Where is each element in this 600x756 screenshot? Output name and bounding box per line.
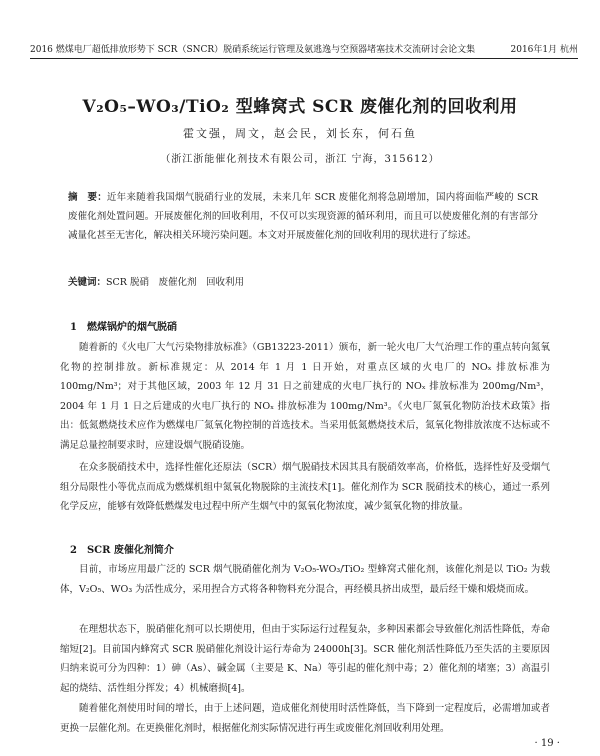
page-number: · 19 ·: [534, 738, 560, 749]
running-header-left: 2016 燃煤电厂超低排放形势下 SCR（SNCR）脱硝系统运行管理及氨逃逸与空预器堵塞技术交流研讨会论文集: [30, 45, 476, 55]
keywords-label: 关键词：: [68, 277, 107, 288]
paper-title: V₂O₅–WO₃/TiO₂ 型蜂窝式 SCR 废催化剂的回收利用: [82, 97, 518, 117]
paragraph: 目前，市场应用最广泛的 SCR 烟气脱硝催化剂为 V₂O₅-WO₃/TiO₂ 型蜂窝式催化剂，该催化剂是以 TiO₂ 为载体，V₂O₅、WO₃ 为活性成分，采用捏合方式将各种物料充分混合，再经模具挤出成型，最后经干燥和煅烧而成。: [60, 564, 550, 595]
keywords-text: SCR 脱硝 废催化剂 回收利用: [106, 277, 244, 288]
running-header-right: 2016年1月 杭州: [510, 45, 578, 55]
section-heading-1: 1 燃煤锅炉的烟气脱硝: [70, 322, 177, 333]
paragraph: 随着催化剂使用时间的增长，由于上述问题，造成催化剂使用时活性降低，当下降到一定程度后，必需增加或者更换一层催化剂。在更换催化剂时，根据催化剂实际情况进行再生或废催化剂回收利用处理。: [60, 703, 550, 734]
abstract-text: 近年来随着我国烟气脱硝行业的发展，未来几年 SCR 废催化剂将急剧增加，国内将面临严峻的 SCR 废催化剂处置问题。开展废催化剂的回收利用，不仅可以实现资源的循环利用，而且可以使废催化剂的有害部分减量化甚至无害化，解决相关环境污染问题。本文对开展废催化剂的回收利用的现状进行了综述。: [68, 192, 538, 241]
author-list: 霍文强，周文，赵会民，刘长东，何石鱼: [183, 127, 417, 140]
paragraph: 在众多脱硝技术中，选择性催化还原法（SCR）烟气脱硝技术因其具有脱硝效率高，价格低，选择性好及受烟气组分局限性小等优点而成为燃煤机组中氮氧化物脱除的主流技术[1]。催化剂作为 SCR 脱硝技术的核心，通过一系列化学反应，能够有效降低燃煤发电过程中所产生烟气中的氮氧化物浓度，减少氮氧化物的排放量。: [60, 462, 550, 512]
running-header: [30, 42, 578, 59]
affiliation: （浙江浙能催化剂技术有限公司，浙江 宁海，315612）: [160, 154, 440, 165]
paragraph: 随着新的《火电厂大气污染物排放标准》（GB13223-2011）颁布，新一轮火电厂大气治理工作的重点转向氮氧化物的控制排放。新标准规定：从 2014 年 1 月 1 日开始，对重点区域的火电厂的 NOₓ 排放标准为 100mg/Nm³；对于其他区域，2003 年 12 月 31 日之前建成的火电厂执行的 NOₓ 排放标准为 200mg/Nm³，2004 年 1 月 1 日之后建成的火电厂执行的 NOₓ 排放标准为 100mg/Nm³。《火电厂氮氧化物防治技术政策》指出：低氮燃烧技术应作为燃煤电厂氮氧化物控制的首选技术。当采用低氮燃烧技术后，氮氧化物排放浓度不达标或不满足总量控制要求时，应建设烟气脱硝设施。: [60, 342, 550, 451]
section-heading-2: 2 SCR 废催化剂简介: [70, 545, 174, 556]
abstract: [68, 188, 538, 245]
abstract-label: 摘 要：: [68, 192, 107, 203]
paragraph: 在理想状态下，脱硝催化剂可以长期使用，但由于实际运行过程复杂，多种因素都会导致催化剂活性降低，寿命缩短[2]。目前国内蜂窝式 SCR 脱硝催化剂设计运行寿命为 24000h[3]。SCR 催化剂活性降低乃至失活的主要原因归纳来说可分为四种：1）砷（As）、碱金属（主要是 K、Na）等引起的催化剂中毒；2）催化剂的堵塞；3）高温引起的烧结、活性组分挥发；4）机械磨损[4]。: [60, 624, 550, 694]
keywords: [68, 274, 538, 288]
